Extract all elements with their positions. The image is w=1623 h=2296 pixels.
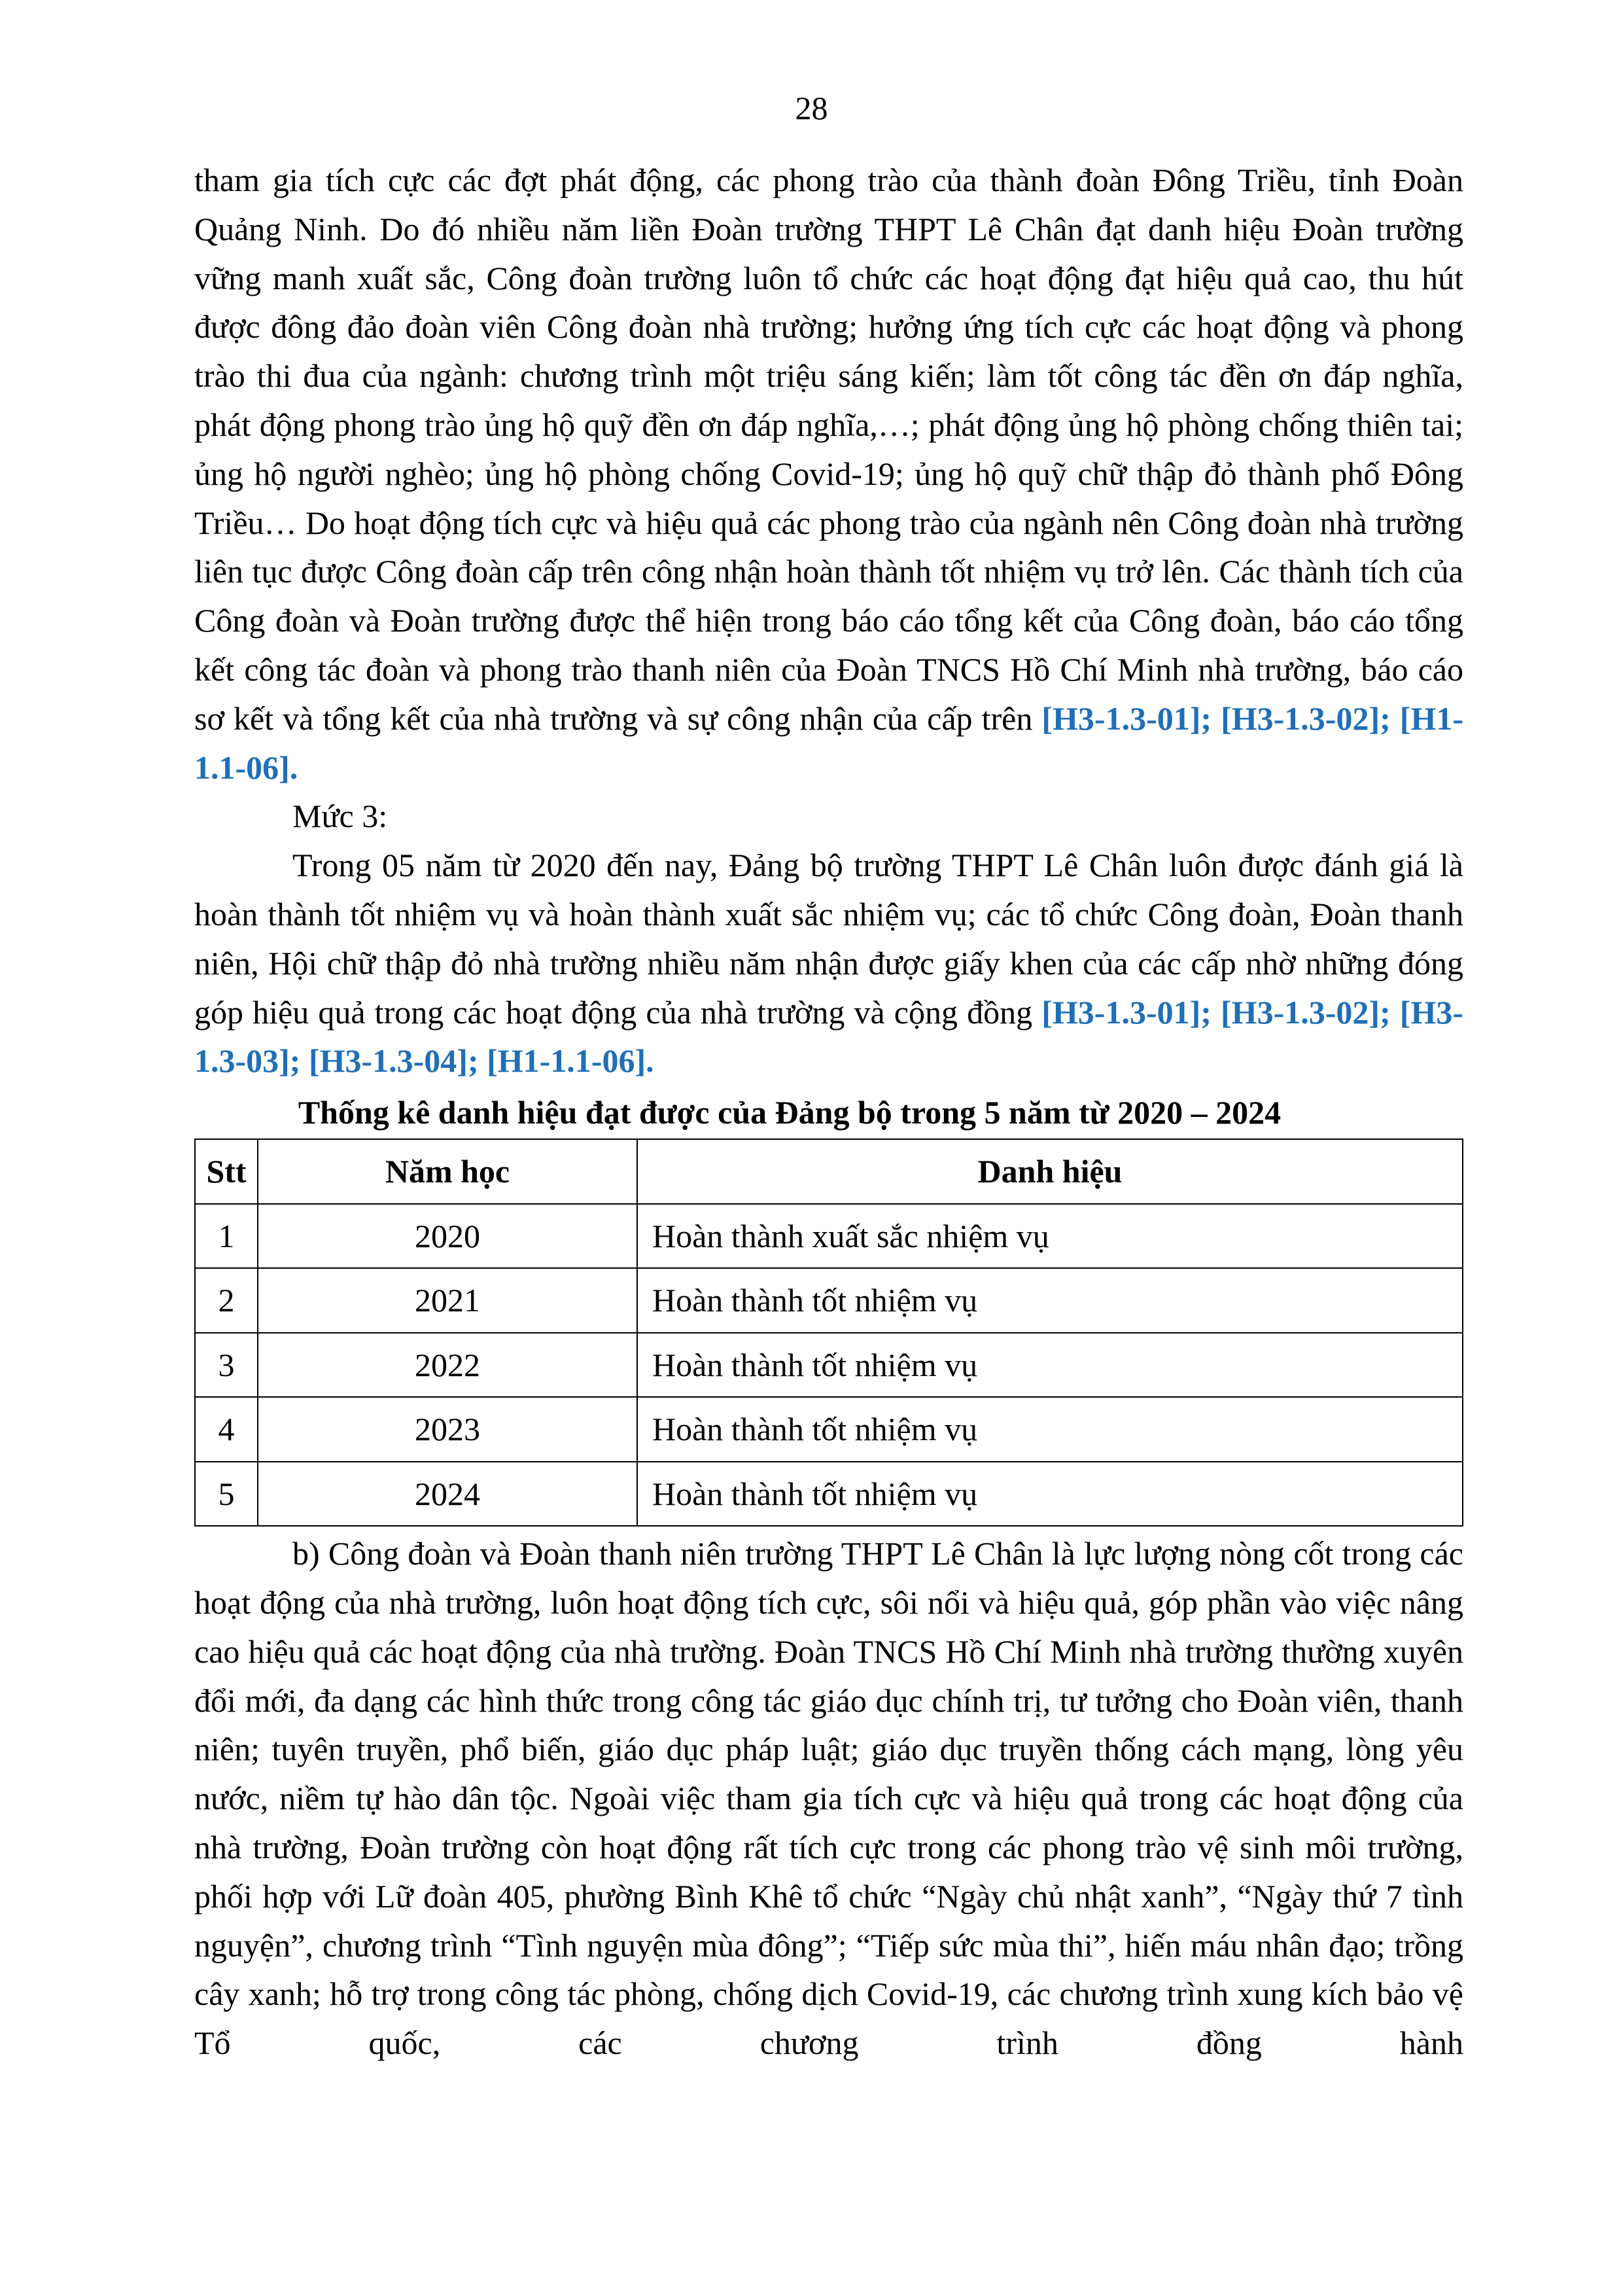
page-number: 28 bbox=[795, 90, 828, 126]
paragraph-3: b) Công đoàn và Đoàn thanh niên trường THPT Lê Chân là lực lượng nòng cốt trong các hoạt động của nhà trường, luôn hoạt động tích cực, sôi nổi và hiệu quả, góp phần vào việc nâng cao hiệu quả các hoạt động của nhà trường. Đoàn TNCS Hồ Chí Minh nhà trường thường xuyên đổi mới, đa dạng các hình thức trong công tác giáo dục chính trị, tư tưởng cho Đoàn viên, thanh niên; tuyên truyền, phổ biến, giáo dục pháp luật; giáo dục truyền thống cách mạng, lòng yêu nước, niềm tự hào dân tộc. Ngoài việc tham gia tích cực và hiệu quả trong các hoạt động của nhà trường, Đoàn trường còn hoạt động rất tích cực trong các phong trào vệ sinh môi trường, phối hợp với Lữ đoàn 405, phường Bình Khê tổ chức “Ngày chủ nhật xanh”, “Ngày thứ 7 tình nguyện”, chương trình “Tình nguyện mùa đông”; “Tiếp sức mùa thi”, hiến máu nhân đạo; trồng cây xanh; hỗ trợ trong công tác phòng, chống dịch Covid-19, các chương trình xung kích bảo vệ Tổ quốc, các chương trình đồng hành bbox=[194, 1535, 1463, 2062]
evidence-refs-2: [H3-1.3-01]; [H3-1.3-02]; [H3-1.3-03]; [H3-1.3-04]; [H1-1.1-06]. bbox=[194, 993, 1463, 1080]
cell-title: Hoàn thành tốt nhiệm vụ bbox=[637, 1333, 1463, 1398]
cell-year: 2020 bbox=[258, 1204, 637, 1269]
paragraph-1 bbox=[194, 156, 1463, 792]
cell-year: 2023 bbox=[258, 1397, 637, 1462]
table-row bbox=[195, 1333, 1463, 1398]
cell-title: Hoàn thành tốt nhiệm vụ bbox=[637, 1462, 1463, 1527]
cell-title: Hoàn thành tốt nhiệm vụ bbox=[637, 1397, 1463, 1462]
paragraph-2-text: Trong 05 năm từ 2020 đến nay, Đảng bộ trường THPT Lê Chân luôn được đánh giá là hoàn thành tốt nhiệm vụ và hoàn thành xuất sắc nhiệm vụ; các tổ chức Công đoàn, Đoàn thanh niên, Hội chữ thập đỏ nhà trường nhiều năm nhận được giấy khen của các cấp nhờ những đóng góp hiệu quả trong các hoạt động của nhà trường và cộng đồng bbox=[194, 847, 1463, 1031]
cell-title: Hoàn thành tốt nhiệm vụ bbox=[637, 1268, 1463, 1333]
cell-stt: 2 bbox=[195, 1268, 258, 1333]
awards-table bbox=[194, 1139, 1463, 1527]
cell-year: 2022 bbox=[258, 1333, 637, 1398]
cell-stt: 1 bbox=[195, 1204, 258, 1269]
table-row bbox=[195, 1397, 1463, 1462]
paragraph-1-end: . bbox=[289, 749, 298, 786]
cell-stt: 4 bbox=[195, 1397, 258, 1462]
header-stt: Stt bbox=[195, 1139, 258, 1204]
header-title: Danh hiệu bbox=[637, 1139, 1463, 1204]
document-body bbox=[194, 156, 1463, 2068]
table-row bbox=[195, 1204, 1463, 1269]
table-row bbox=[195, 1268, 1463, 1333]
paragraph-1-text: tham gia tích cực các đợt phát động, các phong trào của thành đoàn Đông Triều, tỉnh Đoàn Quảng Ninh. Do đó nhiều năm liền Đoàn trường THPT Lê Chân đạt danh hiệu Đoàn trường vững manh xuất sắc, Công đoàn trường luôn tổ chức các hoạt động đạt hiệu quả cao, thu hút được đông đảo đoàn viên Công đoàn nhà trường; hưởng ứng tích cực các hoạt động và phong trào thi đua của ngành: chương trình một triệu sáng kiến; làm tốt công tác đền ơn đáp nghĩa, phát động phong trào ủng hộ quỹ đền ơn đáp nghĩa,…; phát động ủng hộ phòng chống thiên tai; ủng hộ người nghèo; ủng hộ phòng chống Covid-19; ủng hộ quỹ chữ thập đỏ thành phố Đông Triều… Do hoạt động tích cực và hiệu quả các phong trào của ngành nên Công đoàn nhà trường liên tục được Công đoàn cấp trên công nhận hoàn thành tốt nhiệm vụ trở lên. Các thành tích của Công đoàn và Đoàn trường được thể hiện trong báo cáo tổng kết của Công đoàn, báo cáo tổng kết công tác đoàn và phong trào thanh niên của Đoàn TNCS Hồ Chí Minh nhà trường, báo cáo sơ kết và tổng kết của nhà trường và sự công nhận của cấp trên bbox=[194, 162, 1463, 737]
evidence-refs-1: [H3-1.3-01]; [H3-1.3-02]; [H1-1.1-06] bbox=[194, 699, 1463, 786]
paragraph-2 bbox=[194, 841, 1463, 1086]
cell-stt: 5 bbox=[195, 1462, 258, 1527]
table-title: Thống kê danh hiệu đạt được của Đảng bộ trong 5 năm từ 2020 – 2024 bbox=[298, 1094, 1282, 1131]
level-heading: Mức 3: bbox=[292, 798, 388, 835]
table-row bbox=[195, 1462, 1463, 1527]
cell-stt: 3 bbox=[195, 1333, 258, 1398]
cell-title: Hoàn thành xuất sắc nhiệm vụ bbox=[637, 1204, 1463, 1269]
cell-year: 2021 bbox=[258, 1268, 637, 1333]
header-school-year: Năm học bbox=[258, 1139, 637, 1204]
table-header-row bbox=[195, 1139, 1463, 1204]
cell-year: 2024 bbox=[258, 1462, 637, 1527]
